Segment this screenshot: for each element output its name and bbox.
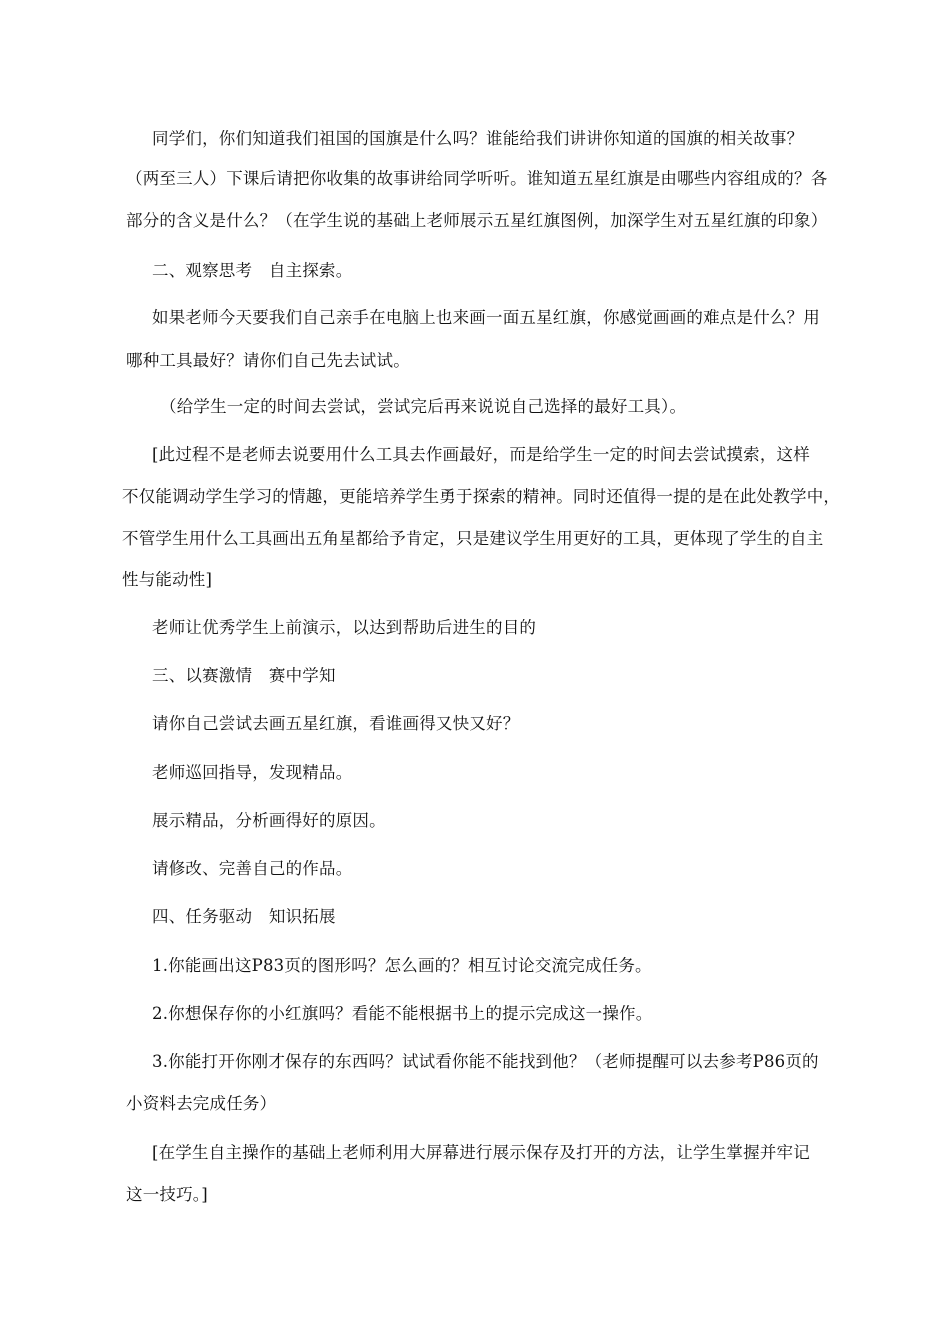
paragraph-line: 老师让优秀学生上前演示，以达到帮助后进生的目的 bbox=[152, 618, 537, 637]
paragraph-line: 2.你想保存你的小红旗吗？看能不能根据书上的提示完成这一操作。 bbox=[152, 1004, 653, 1023]
section-heading: 二、观察思考 自主探索。 bbox=[152, 261, 353, 280]
paragraph-line: 哪种工具最好？请你们自己先去试试。 bbox=[126, 351, 410, 370]
paragraph-line: （给学生一定的时间去尝试，尝试完后再来说说自己选择的最好工具）。 bbox=[160, 397, 687, 416]
paragraph-line: 展示精品，分析画得好的原因。 bbox=[152, 811, 386, 830]
paragraph-line: 请你自己尝试去画五星红旗，看谁画得又快又好？ bbox=[152, 714, 520, 733]
paragraph-line: [在学生自主操作的基础上老师利用大屏幕进行展示保存及打开的方法，让学生掌握并牢记 bbox=[152, 1143, 810, 1162]
paragraph-line: 请修改、完善自己的作品。 bbox=[152, 859, 353, 878]
paragraph-line: 部分的含义是什么？（在学生说的基础上老师展示五星红旗图例，加深学生对五星红旗的印象） bbox=[126, 211, 828, 230]
paragraph-line: 不管学生用什么工具画出五角星都给予肯定，只是建议学生用更好的工具，更体现了学生的自主 bbox=[122, 529, 824, 548]
paragraph-line: 这一技巧。] bbox=[126, 1185, 208, 1204]
paragraph-line: 性与能动性] bbox=[122, 570, 213, 589]
paragraph-line: 如果老师今天要我们自己亲手在电脑上也来画一面五星红旗，你感觉画画的难点是什么？用 bbox=[152, 308, 820, 327]
paragraph-line: 小资料去完成任务） bbox=[126, 1094, 277, 1113]
paragraph-line: 老师巡回指导，发现精品。 bbox=[152, 763, 353, 782]
paragraph-line: 同学们，你们知道我们祖国的国旗是什么吗？谁能给我们讲讲你知道的国旗的相关故事？ bbox=[152, 129, 804, 148]
paragraph-line: （两至三人）下课后请把你收集的故事讲给同学听听。谁知道五星红旗是由哪些内容组成的？各 bbox=[126, 169, 828, 188]
paragraph-line: 不仅能调动学生学习的情趣，更能培养学生勇于探索的精神。同时还值得一提的是在此处教学中， bbox=[122, 487, 841, 506]
section-heading: 四、任务驱动 知识拓展 bbox=[152, 907, 336, 926]
paragraph-line: 3.你能打开你刚才保存的东西吗？试试看你能不能找到他？（老师提醒可以去参考P86页的 bbox=[152, 1052, 819, 1071]
paragraph-line: [此过程不是老师去说要用什么工具去作画最好，而是给学生一定的时间去尝试摸索，这样 bbox=[152, 445, 810, 464]
paragraph-line: 1.你能画出这P83页的图形吗？怎么画的？相互讨论交流完成任务。 bbox=[152, 956, 652, 975]
section-heading: 三、以赛激情 赛中学知 bbox=[152, 666, 336, 685]
